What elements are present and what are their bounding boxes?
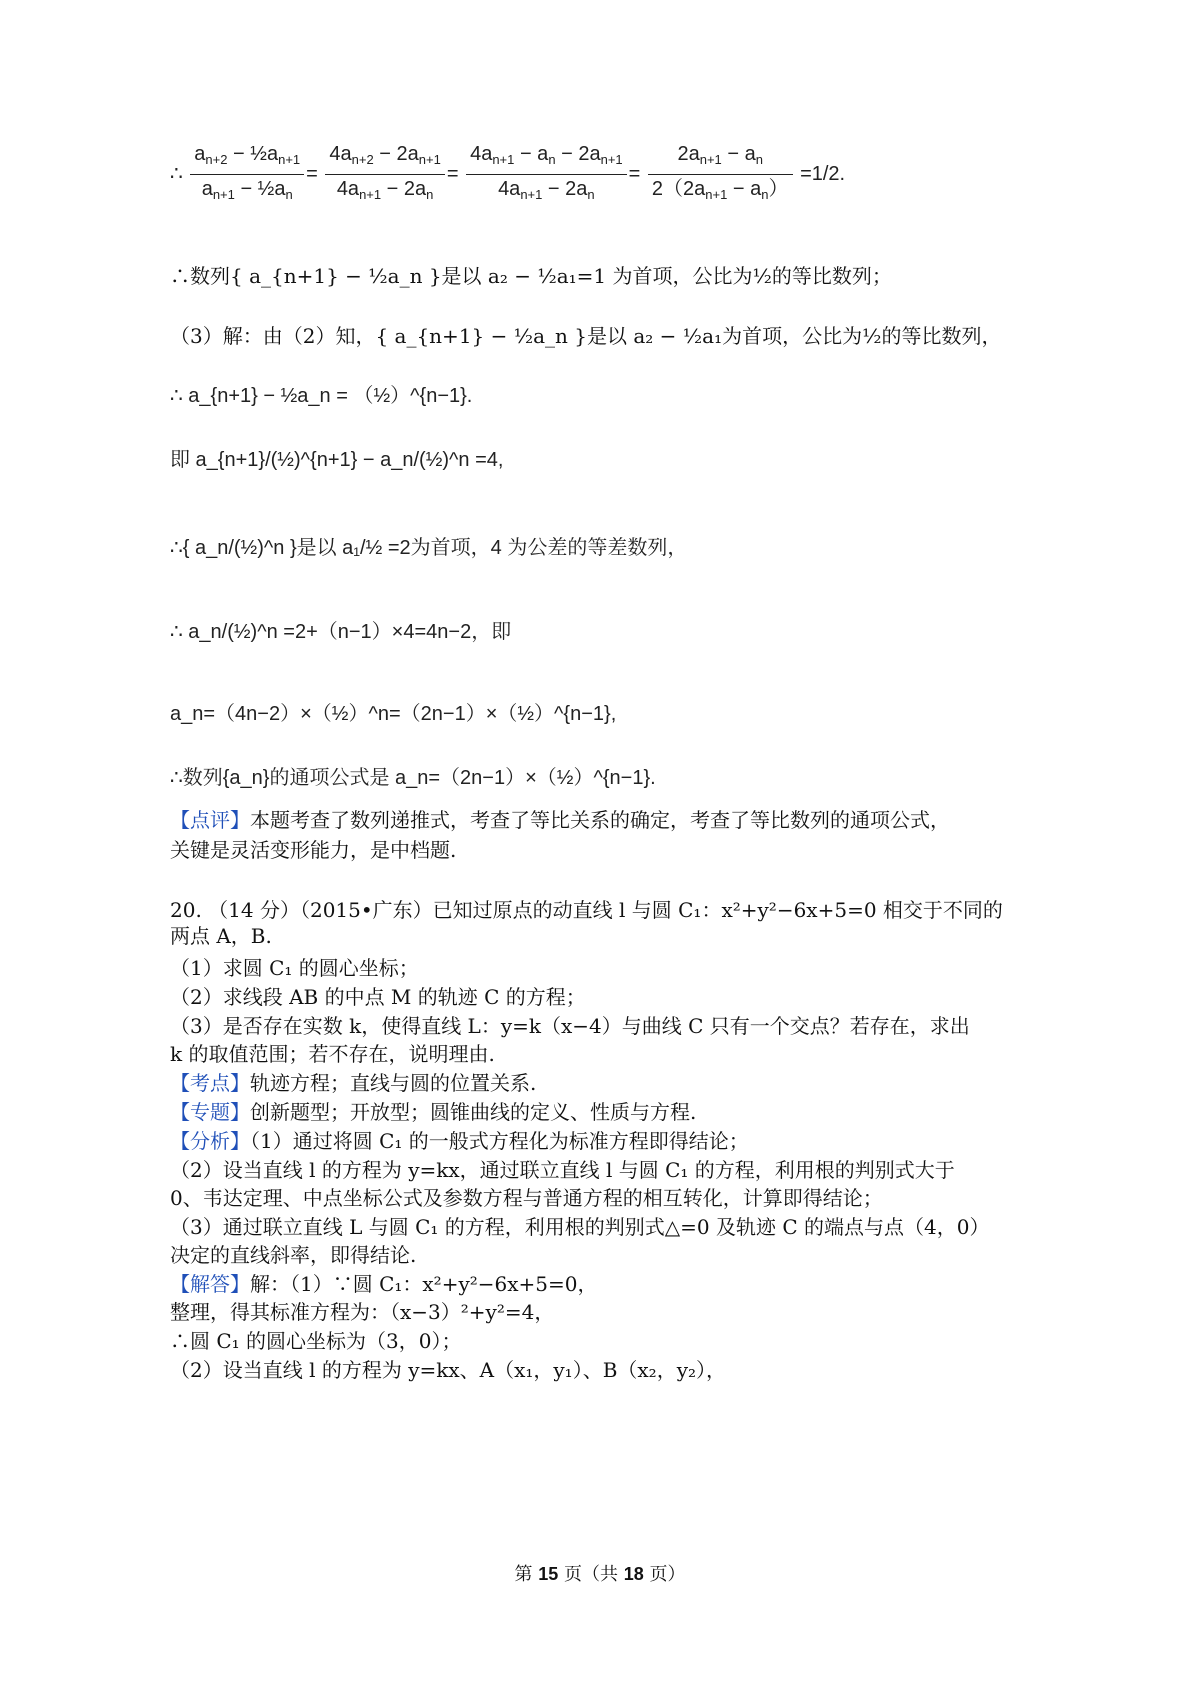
- kaodian-text: 轨迹方程；直线与圆的位置关系.: [250, 1071, 537, 1095]
- kaodian-line: [170, 1069, 536, 1097]
- footer-total-pages: 18: [623, 1564, 644, 1584]
- geom-seq-statement-1: ∴数列{ a_{n+1} − ½a_n }是以 a₂ − ½a₁=1 为首项，公比为½的等比数列；: [170, 264, 892, 288]
- fenxi-line-1: [170, 1127, 749, 1155]
- zhuanti-line: [170, 1098, 696, 1126]
- problem20-q1: （1）求圆 C₁ 的圆心坐标；: [170, 956, 419, 980]
- step-a: ∴ a_{n+1} − ½a_n = （½）^{n−1}.: [170, 385, 473, 407]
- step-d: ∴ a_n/(½)^n =2+（n−1）×4=4n−2，即: [170, 621, 512, 643]
- zhuanti-tag: 【专题】: [170, 1100, 250, 1124]
- jieda-line-2: 整理，得其标准方程为：（x−3）²+y²=4，: [170, 1300, 555, 1324]
- step-b: 即 a_{n+1}/(½)^{n+1} − a_n/(½)^n =4,: [170, 449, 504, 471]
- footer-prefix: 第: [514, 1564, 533, 1585]
- fenxi-text-1: （1）通过将圆 C₁ 的一般式方程化为标准方程即得结论；: [250, 1129, 749, 1153]
- fenxi-line-2: （2）设当直线 l 的方程为 y=kx，通过联立直线 l 与圆 C₁ 的方程，利用根的判别式大于: [170, 1158, 955, 1182]
- equation-ratio-result: =1/2.: [800, 162, 846, 185]
- jieda-line-1: [170, 1270, 598, 1298]
- footer-middle: 页（共: [564, 1564, 618, 1585]
- jieda-text-1: 解：（1）∵圆 C₁：x²+y²−6x+5=0，: [250, 1272, 598, 1296]
- zhuanti-text: 创新题型；开放型；圆锥曲线的定义、性质与方程.: [250, 1100, 697, 1124]
- review-text-1: 本题考查了数列递推式，考查了等比关系的确定，考查了等比数列的通项公式，: [250, 808, 950, 832]
- fenxi-tag: 【分析】: [170, 1129, 250, 1153]
- review-line-1: [170, 806, 950, 834]
- step-f: ∴数列{a_n}的通项公式是 a_n=（2n−1）×（½）^{n−1}.: [170, 767, 656, 789]
- part3-intro: （3）解：由（2）知，{ a_{n+1} − ½a_n }是以 a₂ − ½a₁为首项，公比为½的等比数列，: [170, 324, 1002, 348]
- footer-page-number: 15: [538, 1564, 559, 1584]
- jieda-line-4: （2）设当直线 l 的方程为 y=kx、A（x₁，y₁）、B（x₂，y₂），: [170, 1358, 727, 1382]
- step-c: ∴{ a_n/(½)^n }是以 a₁/½ =2为首项，4 为公差的等差数列，: [170, 537, 688, 559]
- step-e: a_n=（4n−2）×（½）^n=（2n−1）×（½）^{n−1},: [170, 703, 617, 725]
- fenxi-line-5: 决定的直线斜率，即得结论.: [170, 1243, 417, 1267]
- jieda-line-3: ∴圆 C₁ 的圆心坐标为（3，0）；: [170, 1329, 462, 1353]
- problem20-header-1: 20. （14 分）（2015•广东）已知过原点的动直线 l 与圆 C₁：x²+y²−6x+5=0 相交于不同的: [170, 898, 1003, 922]
- review-tag: 【点评】: [170, 808, 250, 832]
- problem20-q3-line1: （3）是否存在实数 k，使得直线 L：y=k（x−4）与曲线 C 只有一个交点？若存在，求出: [170, 1014, 970, 1038]
- problem20-q2: （2）求线段 AB 的中点 M 的轨迹 C 的方程；: [170, 985, 586, 1009]
- kaodian-tag: 【考点】: [170, 1071, 250, 1095]
- therefore-symbol: ∴: [170, 162, 183, 185]
- problem20-q3-line2: k 的取值范围；若不存在，说明理由.: [170, 1042, 495, 1066]
- fenxi-line-3: 0、韦达定理、中点坐标公式及参数方程与普通方程的相互转化，计算即得结论；: [170, 1186, 883, 1210]
- review-line-2: 关键是灵活变形能力，是中档题.: [170, 838, 457, 862]
- problem20-header-2: 两点 A，B.: [170, 924, 272, 948]
- equation-ratio: ∴ $\frac{a_{n+2} - \frac{1}{2}a_{n+1}}{a_{n+1} - \frac{1}{2}a_n}$ = $\frac{4a_{n+2} - 2a_{n+1}}{4a_{n+1} - 2a_n}$ = $\frac{4a_{n+1} - a_n - 2a_{n+1}}{4a_{n+1} - 2a_n}$ = $\frac{2a_{n+1} - a_n}{2(2a_{n+1} - a_n)}$ =1/2.: [170, 140, 845, 209]
- fenxi-line-4: （3）通过联立直线 L 与圆 C₁ 的方程，利用根的判别式△=0 及轨迹 C 的端点与点（4，0）: [170, 1215, 990, 1239]
- page-footer: [0, 1560, 1200, 1586]
- jieda-tag: 【解答】: [170, 1272, 250, 1296]
- footer-suffix: 页）: [649, 1564, 686, 1585]
